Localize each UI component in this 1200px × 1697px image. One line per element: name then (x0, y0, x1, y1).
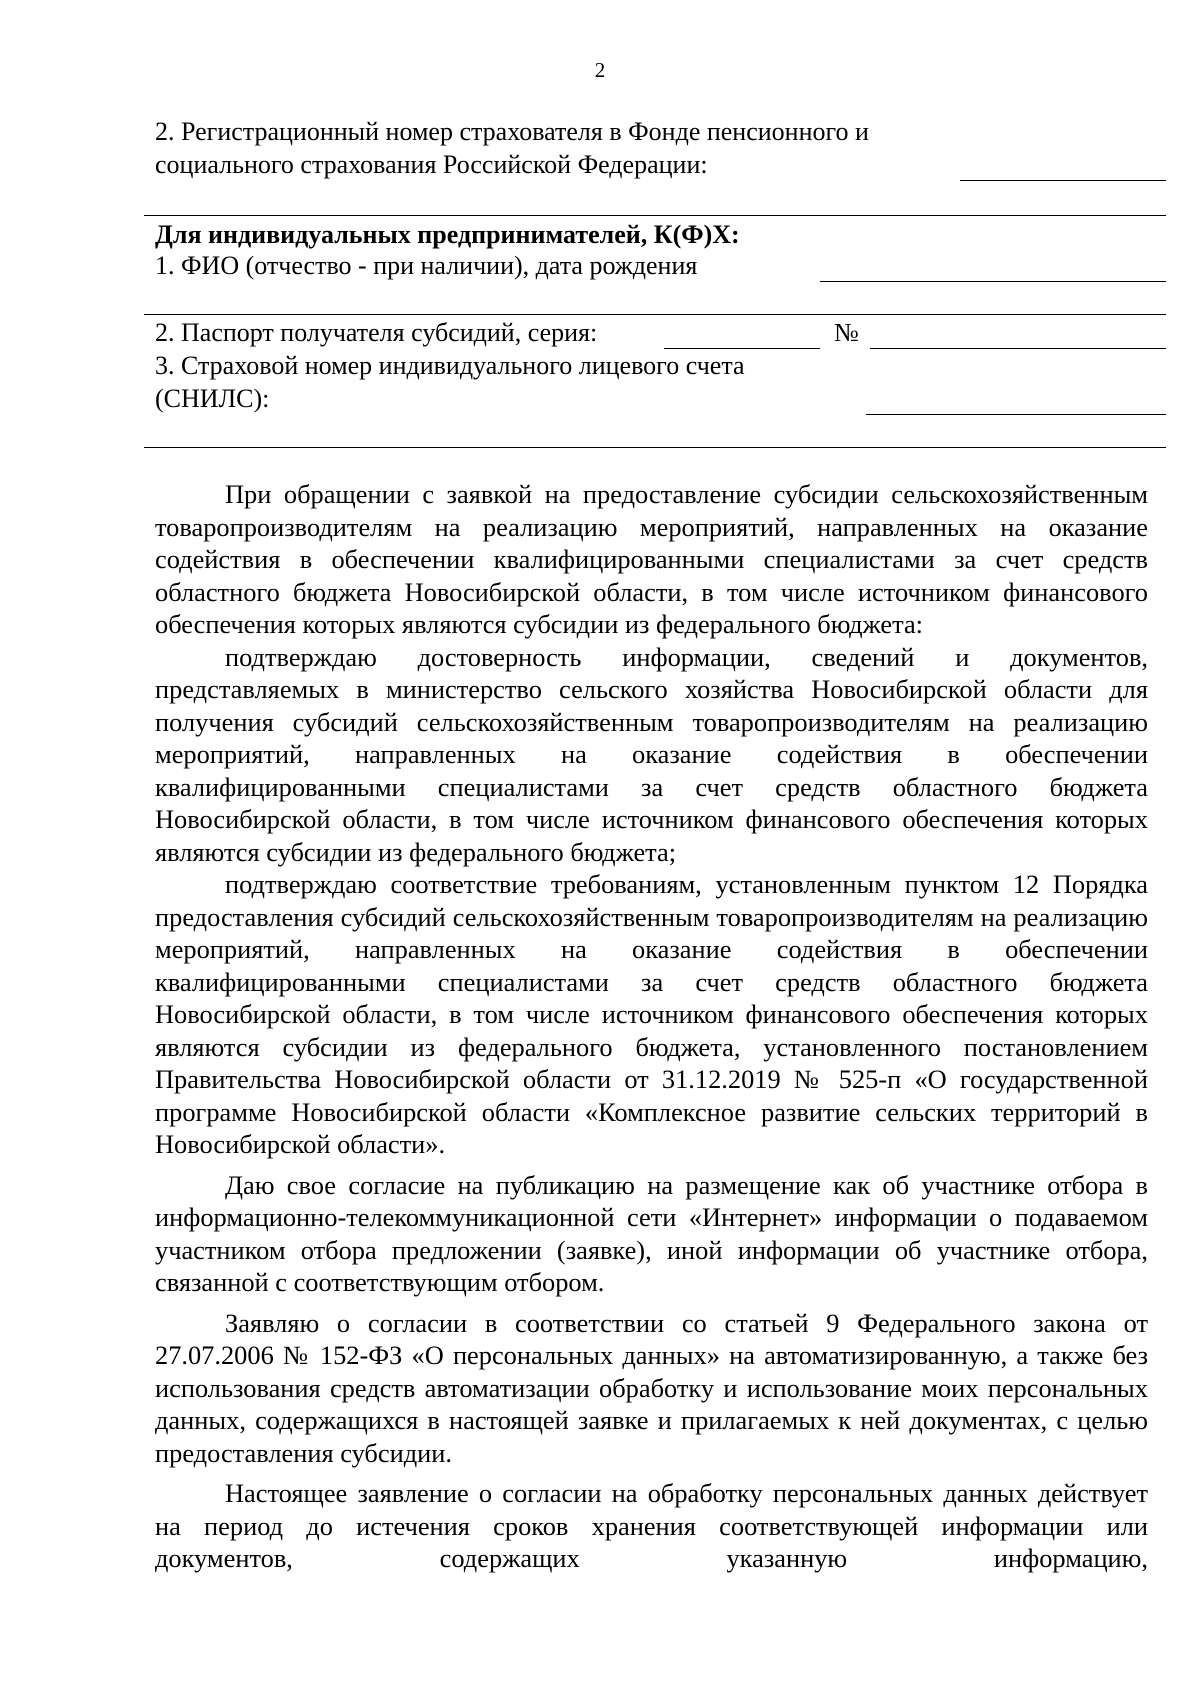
reg-number-label-line1: 2. Регистрационный номер страхователя в Фонде пенсионного и (155, 117, 869, 146)
fio-label: 1. ФИО (отчество - при наличии), дата рождения (155, 251, 698, 280)
document-body (155, 478, 1148, 1575)
reg-number-label-line2: социального страхования Российской Федерации: (155, 150, 708, 179)
section-divider (144, 314, 1166, 315)
passport-number-field[interactable] (870, 348, 1166, 349)
paragraph-publication-consent: Даю свое согласие на публикацию на размещение как об участнике отбора в информационно-телекоммуникационной сети «Интернет» информации о подаваемом участником отбора предложении (заявке), иной информации об участнике отбора, связанной с соответствующим отбором. (155, 1169, 1148, 1297)
paragraph-intro: При обращении с заявкой на предоставление субсидии сельскохозяйственным товаропроизводителям на реализацию мероприятий, направленных на оказание содействия в обеспечении квалифицированными специалистами за счет средств областного бюджета Новосибирской области, в том числе источником финансового обеспечения которых являются субсидии из федерального бюджета: (155, 479, 1148, 639)
snils-field[interactable] (866, 414, 1166, 415)
section-divider (144, 215, 1166, 216)
section-divider (144, 447, 1166, 448)
paragraph-consent-validity: Настоящее заявление о согласии на обработку персональных данных действует на период до истечения сроков хранения соответствующей информации или документов, содержащих указанную информацию, (155, 1478, 1148, 1573)
fio-birthdate-field[interactable] (820, 281, 1166, 282)
passport-number-sign: № (834, 318, 859, 347)
passport-series-field[interactable] (664, 348, 820, 349)
ip-section-heading: Для индивидуальных предпринимателей, К(Ф)Х: (155, 220, 740, 249)
passport-series-label: 2. Паспорт получателя субсидий, серия: (155, 318, 598, 347)
paragraph-personal-data-consent: Заявляю о согласии в соответствии со статьей 9 Федерального закона от 27.07.2006 № 152-ФЗ «О персональных данных» на автоматизированную, а также без использования средств автоматизации обработку и использование моих персональных данных, содержащихся в настоящей заявке и прилагаемых к ней документах, с целью предоставления субсидии. (155, 1307, 1148, 1468)
page-number: 2 (594, 58, 606, 82)
paragraph-confirm-accuracy: подтверждаю достоверность информации, сведений и документов, представляемых в министерство сельского хозяйства Новосибирской области для получения субсидий сельскохозяйственным товаропроизводителям на реализацию мероприятий, направленных на оказание содействия в обеспечении квалифицированными специалистами за счет средств областного бюджета Новосибирской области, в том числе источником финансового обеспечения которых являются субсидии из федерального бюджета; (155, 641, 1148, 867)
reg-number-field[interactable] (960, 180, 1166, 181)
paragraph-confirm-compliance: подтверждаю соответствие требованиям, установленным пунктом 12 Порядка предоставления субсидий сельскохозяйственным товаропроизводителям на реализацию мероприятий, направленных на оказание содействия в обеспечении квалифицированными специалистами за счет средств областного бюджета Новосибирской области, в том числе источником финансового обеспечения которых являются субсидии из федерального бюджета, установленного постановлением Правительства Новосибирской области от 31.12.2019 № 525-п «О государственной программе Новосибирской области «Комплексное развитие сельских территорий в Новосибирской области». (155, 869, 1148, 1159)
snils-label-line1: 3. Страховой номер индивидуального лицевого счета (155, 351, 745, 380)
snils-label-line2: (СНИЛС): (155, 384, 270, 413)
